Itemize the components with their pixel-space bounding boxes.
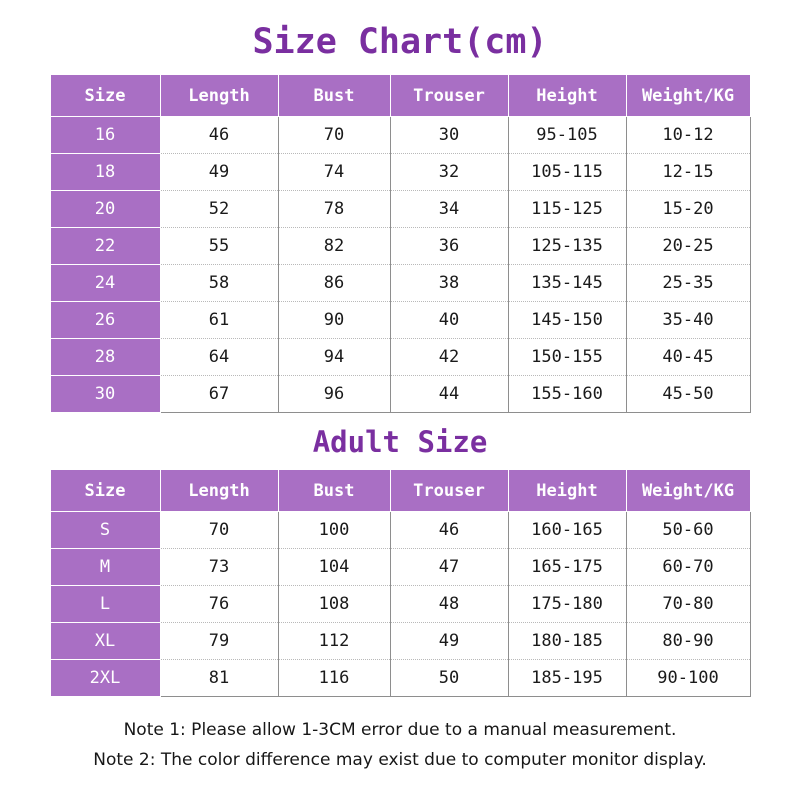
cell-weight: 12-15: [626, 154, 750, 191]
cell-weight: 90-100: [626, 660, 750, 697]
cell-bust: 78: [278, 191, 390, 228]
cell-trouser: 47: [390, 549, 508, 586]
column-header-weight: Weight/KG: [626, 470, 750, 512]
table-row: [50, 339, 750, 376]
cell-trouser: 34: [390, 191, 508, 228]
cell-height: 145-150: [508, 302, 626, 339]
table-row: [50, 623, 750, 660]
cell-trouser: 44: [390, 376, 508, 413]
cell-weight: 50-60: [626, 512, 750, 549]
cell-height: 135-145: [508, 265, 626, 302]
cell-size: 18: [50, 154, 160, 191]
cell-trouser: 32: [390, 154, 508, 191]
cell-height: 165-175: [508, 549, 626, 586]
table-row: [50, 512, 750, 549]
cell-height: 180-185: [508, 623, 626, 660]
cell-length: 49: [160, 154, 278, 191]
cell-trouser: 30: [390, 117, 508, 154]
cell-height: 125-135: [508, 228, 626, 265]
cell-size: 20: [50, 191, 160, 228]
cell-size: 2XL: [50, 660, 160, 697]
cell-bust: 82: [278, 228, 390, 265]
column-header-bust: Bust: [278, 75, 390, 117]
cell-size: 30: [50, 376, 160, 413]
table-row: [50, 302, 750, 339]
cell-weight: 20-25: [626, 228, 750, 265]
column-header-length: Length: [160, 75, 278, 117]
cell-length: 70: [160, 512, 278, 549]
cell-weight: 60-70: [626, 549, 750, 586]
cell-weight: 40-45: [626, 339, 750, 376]
cell-bust: 112: [278, 623, 390, 660]
cell-bust: 86: [278, 265, 390, 302]
table-header-row: [50, 75, 750, 117]
cell-weight: 35-40: [626, 302, 750, 339]
cell-weight: 25-35: [626, 265, 750, 302]
cell-bust: 90: [278, 302, 390, 339]
section-title-adult: Adult Size: [312, 425, 488, 459]
table-header-row: [50, 470, 750, 512]
column-header-size: Size: [50, 75, 160, 117]
cell-bust: 96: [278, 376, 390, 413]
cell-bust: 116: [278, 660, 390, 697]
table-row: [50, 660, 750, 697]
cell-length: 61: [160, 302, 278, 339]
page-title: Size Chart(cm): [252, 22, 548, 62]
cell-weight: 70-80: [626, 586, 750, 623]
table-row: [50, 549, 750, 586]
column-header-height: Height: [508, 470, 626, 512]
cell-weight: 80-90: [626, 623, 750, 660]
cell-weight: 15-20: [626, 191, 750, 228]
table-row: [50, 117, 750, 154]
cell-bust: 100: [278, 512, 390, 549]
column-header-bust: Bust: [278, 470, 390, 512]
table-row: [50, 376, 750, 413]
cell-length: 55: [160, 228, 278, 265]
column-header-trouser: Trouser: [390, 75, 508, 117]
column-header-length: Length: [160, 470, 278, 512]
cell-trouser: 40: [390, 302, 508, 339]
cell-size: 28: [50, 339, 160, 376]
cell-length: 73: [160, 549, 278, 586]
note-1: Note 1: Please allow 1-3CM error due to a manual measurement.: [123, 720, 677, 740]
column-header-trouser: Trouser: [390, 470, 508, 512]
cell-weight: 45-50: [626, 376, 750, 413]
cell-length: 67: [160, 376, 278, 413]
column-header-weight: Weight/KG: [626, 75, 750, 117]
cell-length: 79: [160, 623, 278, 660]
cell-height: 160-165: [508, 512, 626, 549]
cell-trouser: 46: [390, 512, 508, 549]
cell-bust: 108: [278, 586, 390, 623]
table-row: [50, 191, 750, 228]
cell-height: 185-195: [508, 660, 626, 697]
cell-length: 58: [160, 265, 278, 302]
cell-length: 52: [160, 191, 278, 228]
cell-trouser: 36: [390, 228, 508, 265]
cell-size: L: [50, 586, 160, 623]
cell-trouser: 50: [390, 660, 508, 697]
adult-size-table: [50, 469, 751, 697]
cell-trouser: 42: [390, 339, 508, 376]
cell-length: 64: [160, 339, 278, 376]
column-header-height: Height: [508, 75, 626, 117]
cell-size: M: [50, 549, 160, 586]
cell-trouser: 49: [390, 623, 508, 660]
cell-height: 105-115: [508, 154, 626, 191]
cell-trouser: 38: [390, 265, 508, 302]
cell-size: 16: [50, 117, 160, 154]
cell-size: 24: [50, 265, 160, 302]
cell-bust: 70: [278, 117, 390, 154]
cell-height: 115-125: [508, 191, 626, 228]
table-row: [50, 265, 750, 302]
table-row: [50, 228, 750, 265]
table-row: [50, 586, 750, 623]
cell-bust: 104: [278, 549, 390, 586]
cell-height: 155-160: [508, 376, 626, 413]
cell-height: 150-155: [508, 339, 626, 376]
cell-trouser: 48: [390, 586, 508, 623]
cell-size: XL: [50, 623, 160, 660]
cell-bust: 94: [278, 339, 390, 376]
cell-length: 46: [160, 117, 278, 154]
cell-size: 22: [50, 228, 160, 265]
cell-weight: 10-12: [626, 117, 750, 154]
cell-bust: 74: [278, 154, 390, 191]
column-header-size: Size: [50, 470, 160, 512]
cell-size: 26: [50, 302, 160, 339]
cell-length: 81: [160, 660, 278, 697]
table-row: [50, 154, 750, 191]
notes-section: [0, 715, 800, 775]
cell-height: 175-180: [508, 586, 626, 623]
kids-size-table: [50, 74, 751, 413]
cell-height: 95-105: [508, 117, 626, 154]
cell-length: 76: [160, 586, 278, 623]
note-2: Note 2: The color difference may exist due to computer monitor display.: [93, 750, 707, 770]
cell-size: S: [50, 512, 160, 549]
